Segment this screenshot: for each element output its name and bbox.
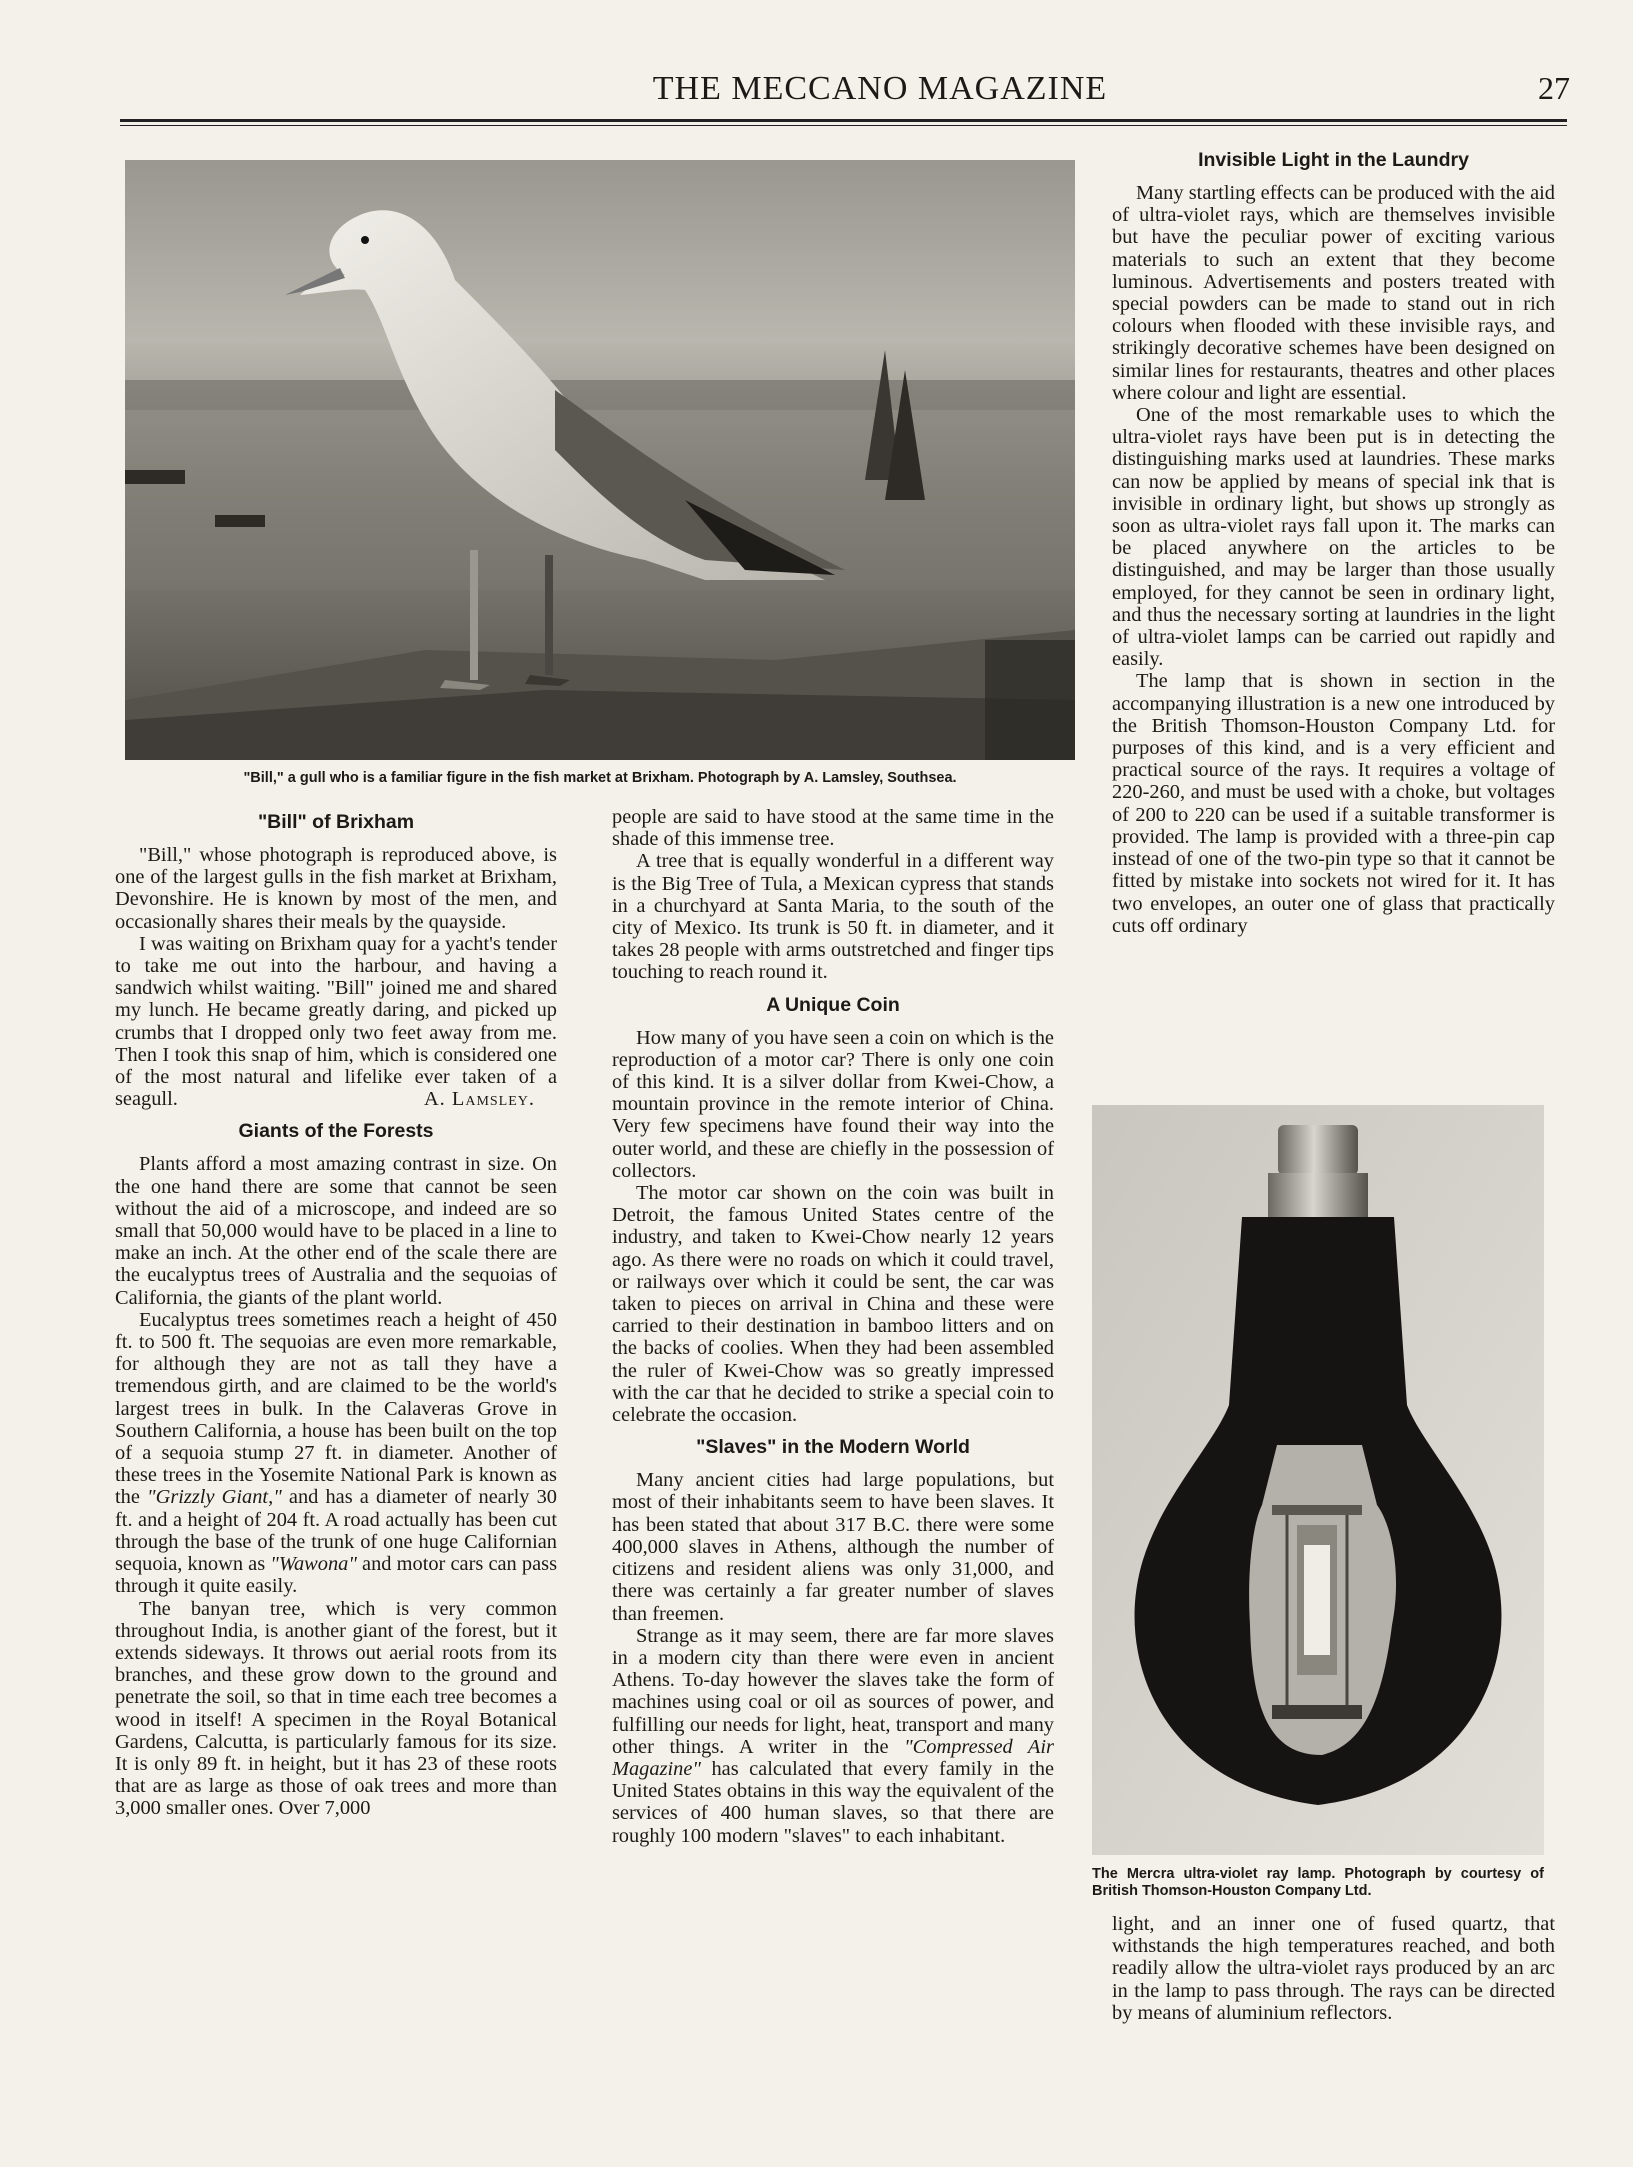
giants-paragraph-2: Eucalyptus trees sometimes reach a height of 450 ft. to 500 ft. The sequoias are even more remarkable, for although they are not as tall they have a tremendous girth, and are claimed to be the world's largest trees in bulk. In the Calaveras Grove in Southern California, a house has been built on the top of a sequoia stump 27 ft. in diameter. Another of these trees in the Yosemite National Park is known as the "Grizzly Giant," and has a diameter of nearly 30 ft. and a height of 204 ft. A road actually has been cut through the base of the trunk of one huge Californian sequoia, known as "Wawona" and motor cars can pass through it quite easily. <box>115 1308 558 1598</box>
masthead: THE MECCANO MAGAZINE <box>652 70 1108 107</box>
header-rule <box>120 119 1567 122</box>
coin-paragraph-1: How many of you have seen a coin on which is the reproduction of a motor car? There is only one coin of this kind. It is a silver dollar from Kwei-Chow, a mountain province in the remote interior of China. Very few specimens have found their way into the outer world, and these are chiefly in the possession of collectors. <box>612 1026 1054 1182</box>
giants-title: Giants of the Forests <box>238 1120 434 1143</box>
light-paragraph-3: The lamp that is shown in section in the accompanying illustration is a new one introduced by the British Thomson-Houston Company Ltd. for purposes of this kind, and is a very efficient and practical source of the rays. It requires a voltage of 220-260, and must be used with a choke, but voltages of 200 to 220 can be used if a suitable transformer is provided. The lamp is provided with a three-pin cap instead of one of the two-pin type so that it cannot be fitted by mistake into sockets not wired for it. It has two envelopes, an outer one of glass that practically cuts off ordinary <box>1112 670 1555 937</box>
slaves-paragraph-1: Many ancient cities had large populations, but most of their inhabitants seem to have been slaves. It has been stated that about 317 B.C. there were some 400,000 slaves in Athens, although the number of citizens and resident aliens was only 31,000, and there was certainly a far greater number of slaves than freemen. <box>612 1469 1054 1625</box>
slaves-paragraph-2: Strange as it may seem, there are far more slaves in a modern city than there were even in ancient Athens. To-day however the slaves take the form of machines using coal or oil as sources of power, and fulfilling our needs for light, heat, transport and many other things. A writer in the "Compressed Air Magazine" has calculated that every family in the United States obtains in this way the equivalent of the services of 400 human slaves, so that there are roughly 100 modern "slaves" to each inhabitant. <box>612 1624 1054 1847</box>
page-number: 27 <box>1538 70 1570 106</box>
giants-paragraph-1: Plants afford a most amazing contrast in size. On the one hand there are some that cannot be seen without the aid of a microscope, and indeed are so small that 50,000 would have to be placed in a line to make an inch. At the other end of the scale there are the eucalyptus trees of Australia and the sequoias of California, the giants of the plant world. <box>115 1153 557 1309</box>
gull-caption: "Bill," a gull who is a familiar figure in the fish market at Brixham. Photograph by A. Lamsley, Southsea. <box>243 770 957 786</box>
light-paragraph-1: Many startling effects can be produced with the aid of ultra-violet rays, which are themselves invisible but have the peculiar power of exciting various materials to such an extent that they become luminous. Advertisements and posters treated with special powders can be made to stand out in rich colours when flooded with these invisible rays, and strikingly decorative schemes have been designed on similar lines for restaurants, theatres and other places where colour and light are essential. <box>1112 182 1555 404</box>
bill-title: "Bill" of Brixham <box>257 811 415 833</box>
lamp-caption: The Mercra ultra-violet ray lamp. Photograph by courtesy of British Thomson-Houston Company Ltd. <box>1092 1866 1544 1899</box>
gull-photograph <box>125 160 1075 760</box>
light-paragraph-2: One of the most remarkable uses to which the ultra-violet rays have been put is in detecting the distinguishing marks used at laundries. These marks can now be applied by means of special ink that is invisible in ordinary light, but shows up strongly as soon as ultra-violet rays fall upon it. The marks can be placed anywhere on the articles to be distinguished, and may be larger than those usually employed, for they cannot be seen in ordinary light, and thus the necessary sorting at laundries in the light of ultra-violet lamps can be carried out rapidly and easily. <box>1112 404 1555 671</box>
giants-paragraph-4: A tree that is equally wonderful in a different way is the Big Tree of Tula, a Mexican cypress that stands in a churchyard at Santa Maria, to the south of the city of Mexico. Its trunk is 50 ft. in diameter, and it takes 28 people with arms outstretched and finger tips touching to reach round it. <box>612 850 1054 984</box>
slaves-title: "Slaves" in the Modern World <box>696 1436 970 1459</box>
header-rule-thin <box>120 125 1567 126</box>
coin-paragraph-2: The motor car shown on the coin was built in Detroit, the famous United States centre of the industry, and taken to Kwei-Chow nearly 12 years ago. As there were no roads on which it could travel, or railways over which it could be sent, the car was taken to pieces on arrival in China and these were carried to their destination in bamboo litters and on the backs of coolies. When they had been assembled the ruler of Kwei-Chow was so greatly impressed with the car that he decided to strike a special coin to celebrate the occasion. <box>612 1182 1054 1427</box>
coin-title: A Unique Coin <box>766 993 900 1016</box>
light-title: Invisible Light in the Laundry <box>1198 149 1469 171</box>
bill-signature: A. Lamsley. <box>423 1088 535 1111</box>
lamp-photograph <box>1092 1105 1544 1855</box>
giants-paragraph-3-continued: people are said to have stood at the same time in the shade of this immense tree. <box>612 806 1054 851</box>
right-column <box>1112 146 1555 937</box>
left-column <box>115 808 557 1820</box>
light-paragraph-3-continued: light, and an inner one of fused quartz, that withstands the high temperatures reached, and both readily allow the ultra-violet rays produced by an arc in the lamp to pass through. The rays can be directed by means of aluminium reflectors. <box>1112 1913 1555 2024</box>
giants-paragraph-3: The banyan tree, which is very common throughout India, is another giant of the forest, but it extends sideways. It throws out aerial roots from its branches, and these grow down to the ground and penetrate the soil, so that in time each tree becomes a wood in itself! A specimen in the Royal Botanical Gardens, Calcutta, is particularly famous for its size. It is only 89 ft. in height, but it has 23 of these roots that are as large as those of oak trees and more than 3,000 smaller ones. Over 7,000 <box>115 1597 557 1820</box>
bill-paragraph-2: I was waiting on Brixham quay for a yacht's tender to take me out into the harbour, and having a sandwich whilst waiting. "Bill" joined me and shared my lunch. He became greatly daring, and picked up crumbs that I dropped only two feet away from me. Then I took this snap of him, which is considered one of the most natural and lifelike ever taken of a seagull. A. Lamsley. <box>115 932 557 1111</box>
right-column-continued <box>1112 1913 1555 2024</box>
bill-paragraph-1: "Bill," whose photograph is reproduced above, is one of the largest gulls in the fish market at Brixham, Devonshire. He is known by most of the men, and occasionally shares their meals by the quayside. <box>115 844 557 933</box>
middle-column <box>612 806 1054 1847</box>
